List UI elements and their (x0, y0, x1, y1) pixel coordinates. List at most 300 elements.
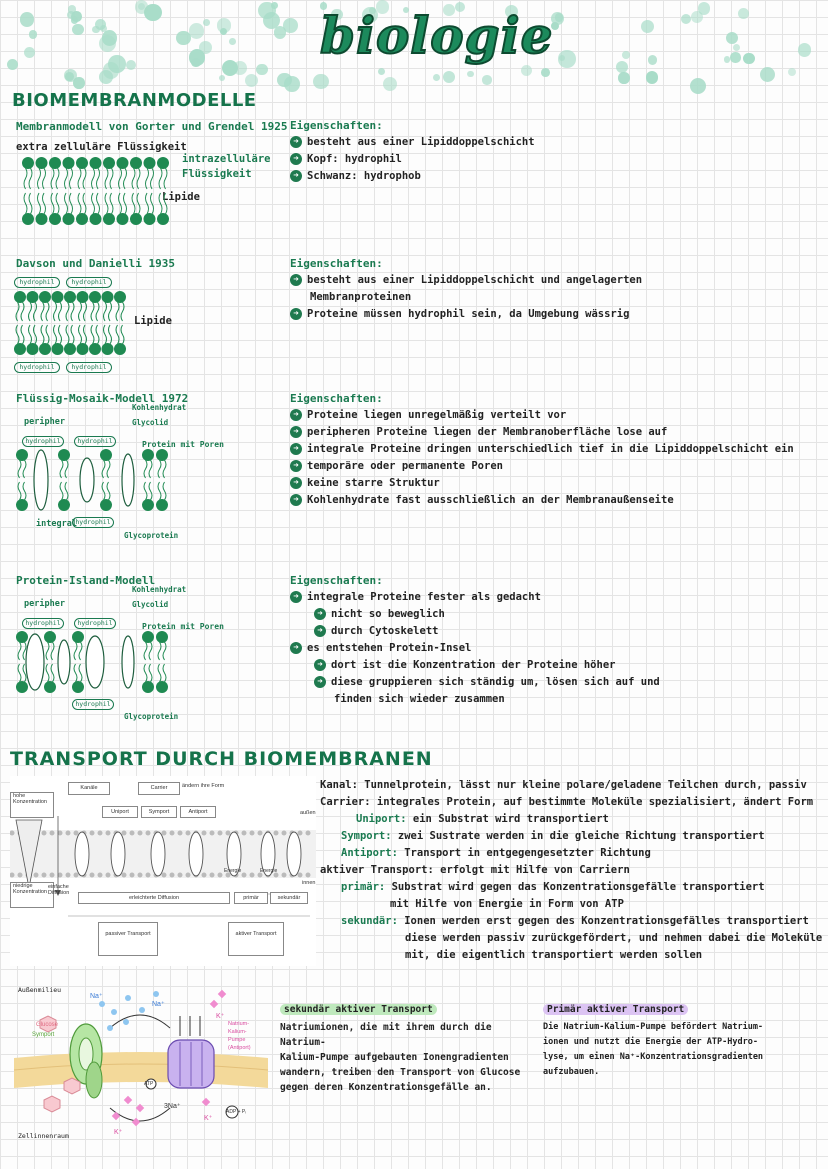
lipid-tail (74, 642, 77, 660)
sekundaer-term: sekundär: (341, 915, 398, 927)
box-primary-line: Die Natrium-Kalium-Pumpe befördert Natrium- (543, 1022, 764, 1032)
lipid-tail (121, 302, 124, 321)
model4-label-glycolid: Glycolid (132, 600, 169, 609)
primaer-desc: Substrat wird gegen das Konzentrationsgefälle transportiert (391, 881, 765, 893)
arrow-icon: ➜ (290, 426, 302, 438)
carrier-definition (320, 794, 813, 811)
membrane-head (122, 873, 127, 878)
pump-diagram (10, 982, 272, 1144)
lipid-tail (83, 193, 86, 214)
decor-dot (622, 51, 630, 59)
kanal-desc: Tunnelprotein, lässt nur kleine polare/geladene Teilchen durch, passiv (364, 779, 807, 791)
membrane-head (218, 831, 223, 836)
lipid-head (100, 499, 112, 511)
lipid-tail (104, 302, 107, 321)
primaer-definition (341, 879, 765, 896)
model3-prop: ➜ peripheren Proteine liegen der Membranoberfläche lose auf (290, 424, 794, 441)
label-energie-2: Energie (260, 868, 278, 874)
model2-pill-bottom-1: hydrophil (14, 362, 60, 373)
section-heading-transport: TRANSPORT DURCH BIOMEMBRANEN (10, 748, 433, 770)
model3-label-integral: integral (36, 519, 77, 529)
lipid-head (52, 291, 64, 303)
lipid-head (103, 157, 115, 169)
carrier-desc: integrales Protein, auf bestimmte Moleküle spezialisiert, ändert Form (376, 796, 814, 808)
lipid-tail (60, 460, 63, 478)
lipid-tail (60, 482, 63, 500)
decor-dot (229, 38, 236, 45)
decor-dot (648, 55, 657, 64)
membrane-head (170, 831, 175, 836)
sekundaer-desc-3: mit, die eigentlich transportiert werden sollen (405, 949, 703, 961)
lipid-tail (144, 460, 147, 478)
model3-bilayer-diagram (14, 448, 174, 518)
model1-label-extra: extra zelluläre Flüssigkeit (16, 141, 187, 153)
box-primary-line: ionen und nutzt die Energie der ATP-Hydro- (543, 1037, 758, 1047)
kanal-definition (320, 777, 807, 794)
lipid-tail (132, 193, 135, 214)
symport-box: Symport (141, 806, 177, 818)
na-ion (125, 995, 131, 1001)
lipid-tail (84, 302, 87, 321)
lipid-tail (78, 168, 81, 189)
decor-dot (284, 76, 300, 92)
arrow-icon: ➜ (290, 409, 302, 421)
transport-protein (151, 832, 165, 876)
membrane-head (298, 831, 303, 836)
lipid-head (36, 157, 48, 169)
membrane-head (66, 831, 71, 836)
box-secondary-transport (280, 1002, 530, 1095)
carrier-term: Carrier: (320, 796, 371, 808)
membrane-head (162, 831, 167, 836)
membrane-head (306, 873, 311, 878)
lipid-tail (46, 642, 49, 660)
label-3na: 3Na⁺ (164, 1103, 181, 1110)
label-innen: innen (302, 880, 316, 886)
lipid-tail (92, 168, 95, 189)
lipid-tail (74, 664, 77, 682)
lipid-tail (149, 460, 152, 478)
model1-prop: ➜ besteht aus einer Lipiddoppelschicht (290, 134, 535, 151)
model3-label-glycoprotein: Glycoprotein (124, 531, 179, 540)
arrow-icon: ➜ (290, 591, 302, 603)
lipid-head (16, 631, 28, 643)
lipid-head (90, 213, 102, 225)
lipid-tail (96, 302, 99, 321)
decor-dot (135, 0, 148, 13)
lipid-head (157, 157, 169, 169)
lipid-head (39, 343, 51, 355)
lipid-tail (151, 168, 154, 189)
lipid-head (142, 631, 154, 643)
membrane-head (210, 831, 215, 836)
membrane-head (202, 831, 207, 836)
model4-subprop: ➜ durch Cytoskelett (290, 623, 660, 640)
decor-dot (467, 71, 473, 77)
arrow-icon: ➜ (290, 477, 302, 489)
lipid-tail (79, 664, 82, 682)
decor-dot (7, 59, 18, 70)
arrow-icon: ➜ (314, 608, 326, 620)
decor-dot (220, 28, 227, 35)
lipid-head (142, 681, 154, 693)
decor-dot (20, 12, 34, 26)
decor-dot (383, 77, 397, 91)
model4-pill-1: hydrophil (22, 618, 64, 629)
k-ion (132, 1118, 140, 1126)
carrier-box: Carrier (138, 782, 180, 795)
decor-dot (29, 30, 37, 38)
arrow-icon: ➜ (290, 170, 302, 182)
hohe-konzentration: hohe Konzentration (10, 792, 54, 818)
model3-props-heading: Eigenschaften: (290, 392, 383, 405)
erleichterte-diffusion: erleichterte Diffusion (78, 892, 230, 904)
model1-props-heading: Eigenschaften: (290, 119, 383, 132)
lipid-head (102, 343, 114, 355)
membrane-head (274, 831, 279, 836)
model2-title: Davson und Danielli 1935 (16, 257, 175, 270)
model3-pill-1: hydrophil (22, 436, 64, 447)
decor-dot (313, 74, 329, 90)
membrane-head (18, 873, 23, 878)
arrow-icon: ➜ (290, 308, 302, 320)
antiport-term: Antiport: (341, 847, 398, 859)
lipid-tail (163, 460, 166, 478)
model3-title: Flüssig-Mosaik-Modell 1972 (16, 392, 189, 405)
model3-pill-2: hydrophil (74, 436, 116, 447)
model2-props-heading: Eigenschaften: (290, 257, 383, 270)
na-ion (123, 1019, 129, 1025)
lipid-tail (119, 168, 122, 189)
model1-prop: ➜ Kopf: hydrophil (290, 151, 535, 168)
decor-dot (203, 19, 210, 26)
antiport-box: Antiport (180, 806, 216, 818)
decor-dot (760, 67, 775, 82)
aktiv-definition (320, 862, 630, 879)
lipid-tail (116, 302, 119, 321)
lipid-tail (70, 168, 73, 189)
model1-properties (290, 119, 535, 185)
lipid-tail (54, 325, 57, 344)
lipid-tail (51, 168, 54, 189)
symport-term: Symport: (341, 830, 392, 842)
membrane-head (106, 873, 111, 878)
lipid-tail (158, 642, 161, 660)
lipid-tail (144, 642, 147, 660)
lipid-tail (105, 193, 108, 214)
lipid-tail (124, 193, 127, 214)
lipid-head (22, 213, 34, 225)
lipid-tail (91, 302, 94, 321)
lipid-tail (70, 193, 73, 214)
lipid-tail (149, 664, 152, 682)
kanal-box: Kanäle (68, 782, 110, 795)
transport-diagram (10, 776, 316, 966)
pump-diagram-graphics (10, 982, 272, 1144)
lipid-tail (79, 325, 82, 344)
transport-protein (75, 832, 89, 876)
label-natrium-kalium-pumpe: Natrium- Kalium- Pumpe (Antiport) (228, 1021, 251, 1051)
lipid-head (49, 157, 61, 169)
na-ion (107, 1025, 113, 1031)
transport-protein (287, 832, 301, 876)
lipid-head (103, 213, 115, 225)
membrane-head (42, 873, 47, 878)
lipid-tail (43, 193, 46, 214)
model3-prop: ➜ integrale Proteine dringen unterschiedlich tief in die Lipiddoppelschicht ein (290, 441, 794, 458)
lipid-tail (159, 193, 162, 214)
membrane-head (50, 831, 55, 836)
lipid-tail (78, 193, 81, 214)
lipid-tail (92, 193, 95, 214)
label-k-right: K⁺ (204, 1115, 213, 1122)
lipid-tail (110, 193, 113, 214)
lipid-head (142, 449, 154, 461)
page-title: biologie (320, 6, 554, 65)
lipid-tail (65, 460, 68, 478)
lipid-head (130, 157, 142, 169)
membrane-head (90, 831, 95, 836)
aktiv-desc: erfolgt mit Hilfe von Carriern (440, 864, 630, 876)
lipid-tail (121, 325, 124, 344)
decor-dot (690, 78, 706, 94)
model4-label-peripher: peripher (24, 599, 65, 609)
lipid-head (89, 343, 101, 355)
lipid-head (144, 157, 156, 169)
membrane-head (50, 873, 55, 878)
arrow-icon: ➜ (290, 274, 302, 286)
decor-dot (73, 77, 84, 88)
sekundaer-box: sekundär (270, 892, 308, 904)
lipid-tail (41, 302, 44, 321)
label-glucose: Glucose (36, 1022, 59, 1028)
lipid-tail (54, 302, 57, 321)
sekundaer-desc: Ionen werden erst gegen des Konzentrationsgefälles transportiert (404, 915, 809, 927)
model2-prop: ➜ besteht aus einer Lipiddoppelschicht und angelagerten (290, 272, 642, 289)
decor-dot (743, 53, 755, 65)
lipid-tail (146, 193, 149, 214)
lipid-tail (65, 193, 68, 214)
membrane-protein (122, 454, 134, 506)
lipid-tail (16, 302, 19, 321)
lipid-head (14, 343, 26, 355)
transport-protein (189, 832, 203, 876)
k-ion (124, 1096, 132, 1104)
label-aussen: außen (300, 810, 316, 816)
lipid-tail (102, 482, 105, 500)
lipid-tail (132, 168, 135, 189)
k-ion (202, 1098, 210, 1106)
membrane-head (98, 831, 103, 836)
lipid-tail (23, 460, 26, 478)
transport-protein (111, 832, 125, 876)
membrane-head (90, 873, 95, 878)
lipid-head (39, 291, 51, 303)
carrier-note: ändern ihre Form (182, 783, 225, 789)
model4-properties (290, 574, 660, 708)
label-atp: ATP (144, 1081, 154, 1087)
model2-prop-cont: Membranproteinen (310, 291, 412, 303)
lipid-head (44, 631, 56, 643)
arrow-icon: ➜ (290, 494, 302, 506)
arrow-icon: ➜ (314, 659, 326, 671)
lipid-tail (107, 482, 110, 500)
decor-dot (738, 8, 749, 19)
membrane-head (282, 873, 287, 878)
lipid-tail (23, 482, 26, 500)
lipid-head (52, 343, 64, 355)
decor-dot (274, 26, 287, 39)
lipid-head (117, 213, 129, 225)
model3-label-protein-poren: Protein mit Poren (142, 440, 224, 449)
lipid-tail (18, 664, 21, 682)
arrow-icon: ➜ (290, 460, 302, 472)
lipid-head (49, 213, 61, 225)
lipid-tail (109, 325, 112, 344)
membrane-head (282, 831, 287, 836)
lipid-tail (104, 325, 107, 344)
lipid-head (72, 631, 84, 643)
lipid-head (76, 157, 88, 169)
membrane-head (74, 831, 79, 836)
decor-dot (730, 52, 740, 62)
lipid-tail (66, 325, 69, 344)
lipid-tail (163, 642, 166, 660)
membrane-head (186, 873, 191, 878)
lipid-tail (21, 325, 24, 344)
lipid-tail (137, 193, 140, 214)
model4-subprop-cont: finden sich wieder zusammen (334, 693, 505, 705)
model2-bilayer-diagram (12, 290, 142, 360)
decor-dot (24, 47, 35, 58)
model4-pill-2: hydrophil (74, 618, 116, 629)
decor-dot (99, 70, 113, 84)
membrane-head (122, 831, 127, 836)
model4-props-heading: Eigenschaften: (290, 574, 383, 587)
decor-dot (199, 41, 212, 54)
lipid-tail (18, 642, 21, 660)
lipid-tail (109, 302, 112, 321)
lipid-tail (29, 168, 32, 189)
model3-properties (290, 392, 794, 509)
lipid-head (64, 291, 76, 303)
decor-dot (482, 75, 491, 84)
model3-label-kohlenhydrat: Kohlenhydrat (132, 403, 187, 412)
lipid-tail (158, 664, 161, 682)
decor-dot (433, 74, 440, 81)
lipid-tail (119, 193, 122, 214)
lipid-head (22, 157, 34, 169)
decor-dot (521, 65, 532, 76)
lipid-tail (149, 642, 152, 660)
membrane-head (138, 831, 143, 836)
decor-dot (443, 71, 455, 83)
lipid-tail (38, 168, 41, 189)
lipid-tail (163, 482, 166, 500)
model2-label-lipide: Lipide (134, 315, 172, 327)
lipid-head (63, 157, 75, 169)
model4-prop: ➜ es entstehen Protein-Insel (290, 640, 660, 657)
label-symport: Symport (32, 1032, 55, 1038)
lipid-head (102, 291, 114, 303)
membrane-head (34, 873, 39, 878)
decor-dot (698, 2, 710, 14)
label-energie-1: Energie (224, 868, 242, 874)
symport-desc: zwei Sustrate werden in die gleiche Richtung transportiert (397, 830, 765, 842)
membrane-head (74, 873, 79, 878)
uniport-desc: ein Substrat wird transportiert (412, 813, 609, 825)
label-aussenmilieu: Außenmilieu (18, 986, 62, 994)
model4-prop: ➜ integrale Proteine fester als gedacht (290, 589, 660, 606)
membrane-head (42, 831, 47, 836)
lipid-tail (144, 482, 147, 500)
section-heading-biomembranmodelle: BIOMEMBRANMODELLE (12, 90, 257, 111)
lipid-head (64, 343, 76, 355)
membrane-head (186, 831, 191, 836)
label-na-top: Na⁺ (90, 993, 103, 1000)
lipid-tail (71, 302, 74, 321)
model1-bilayer-diagram (20, 156, 180, 236)
decor-dot (222, 60, 238, 76)
lipid-tail (59, 325, 62, 344)
lipid-head (89, 291, 101, 303)
membrane-head (242, 831, 247, 836)
membrane-head (138, 873, 143, 878)
model2-properties (290, 257, 642, 323)
model4-label-kohlenhydrat: Kohlenhydrat (132, 585, 187, 594)
label-zellinnenraum: Zellinnenraum (18, 1132, 69, 1140)
lipid-head (76, 213, 88, 225)
antiport-definition (341, 845, 651, 862)
decor-dot (646, 71, 659, 84)
decor-dot (726, 32, 738, 44)
lipid-tail (79, 302, 82, 321)
lipid-tail (18, 460, 21, 478)
model3-prop: ➜ keine starre Struktur (290, 475, 794, 492)
lipid-tail (56, 168, 59, 189)
box-secondary-line: Kalium-Pumpe aufgebauten Ionengradienten (280, 1052, 509, 1063)
decor-dot (245, 74, 258, 87)
lipid-head (77, 343, 89, 355)
model4-subprop: ➜ dort ist die Konzentration der Proteine höher (290, 657, 660, 674)
lipid-tail (83, 168, 86, 189)
decor-dot (681, 14, 691, 24)
membrane-head (170, 873, 175, 878)
lipid-tail (124, 168, 127, 189)
decor-dot (189, 23, 204, 38)
lipid-tail (29, 193, 32, 214)
decor-dot (219, 75, 225, 81)
lipid-tail (107, 460, 110, 478)
lipid-tail (43, 168, 46, 189)
lipid-tail (24, 193, 27, 214)
model1-title: Membranmodell von Gorter und Grendel 1925 (16, 120, 288, 133)
decor-dot (72, 24, 83, 35)
sekundaer-definition (341, 913, 809, 930)
box-secondary-line: Natriumionen, die mit ihrem durch die Natrium- (280, 1022, 492, 1048)
label-k-top: K⁺ (216, 1013, 225, 1020)
antiport-desc: Transport in entgegengesetzter Richtung (404, 847, 651, 859)
box-primary-title: Primär aktiver Transport (543, 1004, 688, 1015)
lipid-tail (41, 325, 44, 344)
membrane-head (258, 831, 263, 836)
lipid-tail (97, 168, 100, 189)
aktiv-term: aktiver Transport: (320, 864, 434, 876)
lipid-head (16, 681, 28, 693)
k-ion (218, 990, 226, 998)
lipid-tail (96, 325, 99, 344)
lipid-tail (51, 642, 54, 660)
